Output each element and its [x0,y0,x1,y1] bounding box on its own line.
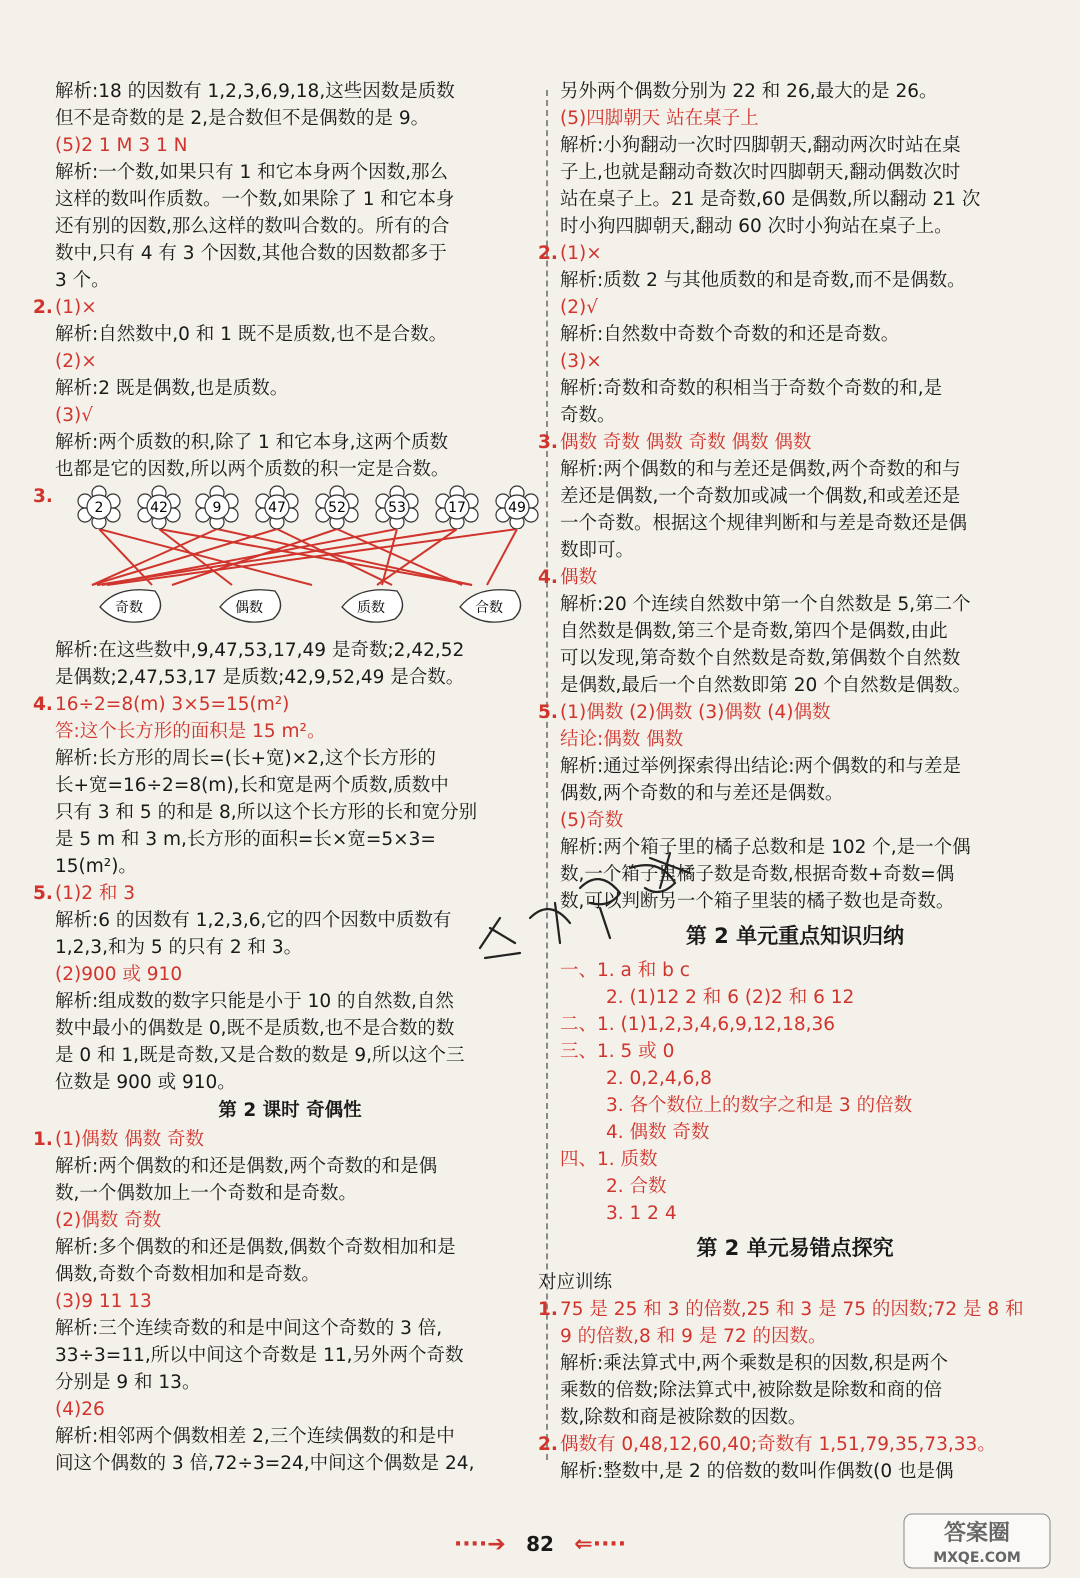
left-column [33,78,526,1477]
text-line: 解析:在这些数中,9,47,53,17,49 是奇数;2,42,52 [55,640,465,661]
text-line: 解析:组成数的数字只能是小于 10 的自然数,自然 [55,991,454,1012]
answer-line: 答:这个长方形的面积是 15 m²。 [55,721,326,742]
answer: 16÷2=8(m) 3×5=15(m²) [55,694,290,715]
answer: 偶数有 0,48,12,60,40;奇数有 1,51,79,35,73,33。 [560,1434,996,1455]
text-line: 是偶数;2,47,53,17 是质数;42,9,52,49 是合数。 [55,667,465,688]
flower-number [195,485,239,529]
question-number: 4. [538,567,558,588]
flower-number [375,485,419,529]
summary-line: 2. (1)12 2 和 6 (2)2 和 6 12 [606,987,855,1008]
text-line: 数中最小的偶数是 0,既不是质数,也不是合数的数 [55,1018,455,1039]
lesson-heading: 第 2 课时 奇偶性 [218,1100,362,1121]
summary-line: 2. 0,2,4,6,8 [606,1068,712,1089]
text-line: 3 个。 [55,270,110,291]
text-line: 解析:两个偶数的和还是偶数,两个奇数的和是偶 [55,1156,438,1177]
text-line: 解析:三个连续奇数的和是中间这个奇数的 3 倍, [55,1318,443,1339]
question-number: 1. [538,1299,558,1320]
answer-line: (5)奇数 [560,810,624,831]
answer-line: 9 的倍数,8 和 9 是 72 的因数。 [560,1326,827,1347]
flower-number [137,485,181,529]
answer-line: (2)偶数 奇数 [55,1210,162,1231]
summary-line: 3. 1 2 4 [606,1203,677,1224]
text-line: 子上,也就是翻动奇数次时四脚朝天,翻动偶数次时 [560,162,961,183]
leaf-category [339,583,409,627]
text-line: 解析:整数中,是 2 的倍数的数叫作偶数(0 也是偶 [560,1461,954,1482]
text-line: 33÷3=11,所以中间这个奇数是 11,另外两个奇数 [55,1345,464,1366]
answer-line: (5)四脚朝天 站在桌子上 [560,108,759,129]
summary-line: 二、1. (1)1,2,3,4,6,9,12,18,36 [560,1014,836,1035]
page-number: 82 [526,1532,554,1556]
text-line: 自然数是偶数,第三个是奇数,第四个是偶数,由此 [560,621,948,642]
text-line: 解析:两个箱子里的橘子总数和是 102 个,是一个偶 [560,837,971,858]
question-4 [33,691,525,718]
text-line: 分别是 9 和 13。 [55,1372,201,1393]
text-line: 解析:通过举例探索得出结论:两个偶数的和与差是 [560,756,961,777]
right-arrow-icon: ····➔ [453,1532,506,1557]
flower-label: 52 [328,500,346,516]
flower-label: 53 [388,500,406,516]
flower-number [255,485,299,529]
flower-label: 17 [448,500,466,516]
question-number: 3. [538,432,558,453]
practice-label: 对应训练 [538,1272,613,1293]
summary-line: 2. 合数 [606,1176,667,1197]
watermark-logo [902,1512,1052,1570]
summary-line: 4. 偶数 奇数 [606,1122,710,1143]
flower-number [435,485,479,529]
text-line: 解析:长方形的周长=(长+宽)×2,这个长方形的 [55,748,436,769]
text-line: 数中,只有 4 有 3 个因数,其他合数的因数都多于 [55,243,447,264]
answer: (1)偶数 (2)偶数 (3)偶数 (4)偶数 [560,702,831,723]
answer-line: (3)√ [55,405,93,426]
text-line: 是偶数,最后一个自然数即第 20 个自然数是偶数。 [560,675,972,696]
question-2 [33,294,525,321]
answer: (1)× [55,297,97,318]
text-line: 长+宽=16÷2=8(m),长和宽是两个质数,质数中 [55,775,449,796]
answer-line: (3)9 11 13 [55,1291,152,1312]
summary-line: 3. 各个数位上的数字之和是 3 的倍数 [606,1095,913,1116]
text-line: 解析:质数 2 与其他质数的和是奇数,而不是偶数。 [560,270,966,291]
question-number: 2. [538,243,558,264]
text-line: 1,2,3,和为 5 的只有 2 和 3。 [55,937,303,958]
text-line: 解析:乘法算式中,两个乘数是积的因数,积是两个 [560,1353,948,1374]
answer: 偶数 [560,567,598,588]
answer-line: (3)× [560,351,602,372]
text-line: 可以发现,第奇数个自然数是奇数,第偶数个自然数 [560,648,961,669]
question-3 [538,429,1030,456]
text-line: 站在桌子上。21 是奇数,60 是偶数,所以翻动 21 次 [560,189,981,210]
text-line: 乘数的倍数;除法算式中,被除数是除数和商的倍 [560,1380,943,1401]
error-question-2 [538,1431,1030,1458]
text-line: 数,除数和商是被除数的因数。 [560,1407,807,1428]
answer: (1)偶数 偶数 奇数 [55,1129,204,1150]
leaf-category [217,583,287,627]
text-line: 解析:自然数中奇数个奇数的和还是奇数。 [560,324,900,345]
question-number: 5. [33,883,53,904]
flower-label: 42 [150,500,168,516]
text-line: 解析:两个偶数的和与差还是偶数,两个奇数的和与 [560,459,961,480]
question-4 [538,564,1030,591]
answer-line: (5)2 1 M 3 1 N [55,135,188,156]
text-line: 解析:两个质数的积,除了 1 和它本身,这两个质数 [55,432,449,453]
flower-number [77,485,121,529]
error-question-1 [538,1296,1030,1323]
flower-label: 47 [268,500,286,516]
answer-line: (2)× [55,351,97,372]
section-heading: 第 2 单元易错点探究 [696,1236,894,1260]
text-line: 数,一个偶数加上一个奇数和是奇数。 [55,1183,357,1204]
text-line: 解析:奇数和奇数的积相当于奇数个奇数的和,是 [560,378,943,399]
summary-line: 三、1. 5 或 0 [560,1041,675,1062]
flower-label: 2 [94,500,104,516]
question-number: 2. [33,297,53,318]
text-line: 解析:6 的因数有 1,2,3,6,它的四个因数中质数有 [55,910,452,931]
answer-line: (2)√ [560,297,598,318]
answer: 75 是 25 和 3 的倍数,25 和 3 是 75 的因数;72 是 8 和 [560,1299,1024,1320]
right-column [538,78,1030,1485]
flower-label: 49 [508,500,526,516]
handwriting-scribble [460,848,720,978]
text-line: 解析:自然数中,0 和 1 既不是质数,也不是合数。 [55,324,448,345]
text-line: 数,一个箱子里橘子数是奇数,根据奇数+奇数=偶 [560,864,955,885]
flower-label: 9 [212,500,222,516]
answer: (1)× [560,243,602,264]
text-line: 是 0 和 1,既是奇数,又是合数的数是 9,所以这个三 [55,1045,465,1066]
svg-text:答案圈: 答案圈 [943,1521,1011,1546]
flower-number [495,485,539,529]
text-line: 解析:20 个连续自然数中第一个自然数是 5,第二个 [560,594,971,615]
text-line: 也都是它的因数,所以两个质数的积一定是合数。 [55,459,450,480]
text-line: 奇数。 [560,405,616,426]
question-number: 3. [33,486,53,507]
section-heading: 第 2 单元重点知识归纳 [685,924,905,948]
text-line: 解析:18 的因数有 1,2,3,6,9,18,这些因数是质数 [55,81,455,102]
answer-line: (2)900 或 910 [55,964,183,985]
text-line: 还有别的因数,那么这样的数叫合数的。所有的合 [55,216,450,237]
question-number: 5. [538,702,558,723]
leaf-label: 质数 [357,600,385,616]
text-line: 偶数,两个奇数的和与差还是偶数。 [560,783,844,804]
question-number: 1. [33,1129,53,1150]
text-line: 偶数,奇数个奇数相加和是奇数。 [55,1264,320,1285]
text-line: 15(m²)。 [55,856,137,877]
text-line: 另外两个偶数分别为 22 和 26,最大的是 26。 [560,81,938,102]
practice-1 [33,1126,525,1153]
text-line: 这样的数叫作质数。一个数,如果除了 1 和它本身 [55,189,455,210]
leaf-label: 奇数 [115,600,143,616]
left-arrow-icon: ⇐···· [574,1532,627,1557]
summary-line: 四、1. 质数 [560,1149,658,1170]
question-number: 4. [33,694,53,715]
text-line: 解析:多个偶数的和还是偶数,偶数个奇数相加和是 [55,1237,456,1258]
text-line: 但不是奇数的是 2,是合数但不是偶数的是 9。 [55,108,430,129]
text-line: 位数是 900 或 910。 [55,1072,236,1093]
svg-text:MXQE.COM: MXQE.COM [933,1550,1021,1566]
answer: (1)2 和 3 [55,883,136,904]
text-line: 数,可以判断另一个箱子里装的橘子数也是奇数。 [560,891,955,912]
summary-line: 一、1. a 和 b c [560,960,690,981]
leaf-category [457,583,527,627]
leaf-label: 偶数 [235,600,263,616]
text-line: 时小狗四脚朝天,翻动 60 次时小狗站在桌子上。 [560,216,953,237]
text-line: 一个奇数。根据这个规律判断和与差是奇数还是偶 [560,513,968,534]
flower-number [315,485,359,529]
text-line: 差还是偶数,一个奇数加或减一个偶数,和或差还是 [560,486,961,507]
answer-line: 结论:偶数 偶数 [560,729,684,750]
text-line: 是 5 m 和 3 m,长方形的面积=长×宽=5×3= [55,829,436,850]
question-2 [538,240,1030,267]
text-line: 只有 3 和 5 的和是 8,所以这个长方形的长和宽分别 [55,802,478,823]
answer: 偶数 奇数 偶数 奇数 偶数 偶数 [560,432,812,453]
leaf-label: 合数 [475,600,503,616]
matching-diagram [77,485,525,635]
text-line: 解析:一个数,如果只有 1 和它本身两个因数,那么 [55,162,449,183]
text-line: 间这个偶数的 3 倍,72÷3=24,中间这个偶数是 24, [55,1453,475,1474]
question-number: 2. [538,1434,558,1455]
answer-line: (4)26 [55,1399,105,1420]
text-line: 数即可。 [560,540,635,561]
column-divider [546,90,548,1460]
text-line: 解析:2 既是偶数,也是质数。 [55,378,289,399]
leaf-category [97,583,167,627]
question-5 [538,699,1030,726]
text-line: 解析:相邻两个偶数相差 2,三个连续偶数的和是中 [55,1426,455,1447]
text-line: 解析:小狗翻动一次时四脚朝天,翻动两次时站在桌 [560,135,961,156]
question-5 [33,880,525,907]
